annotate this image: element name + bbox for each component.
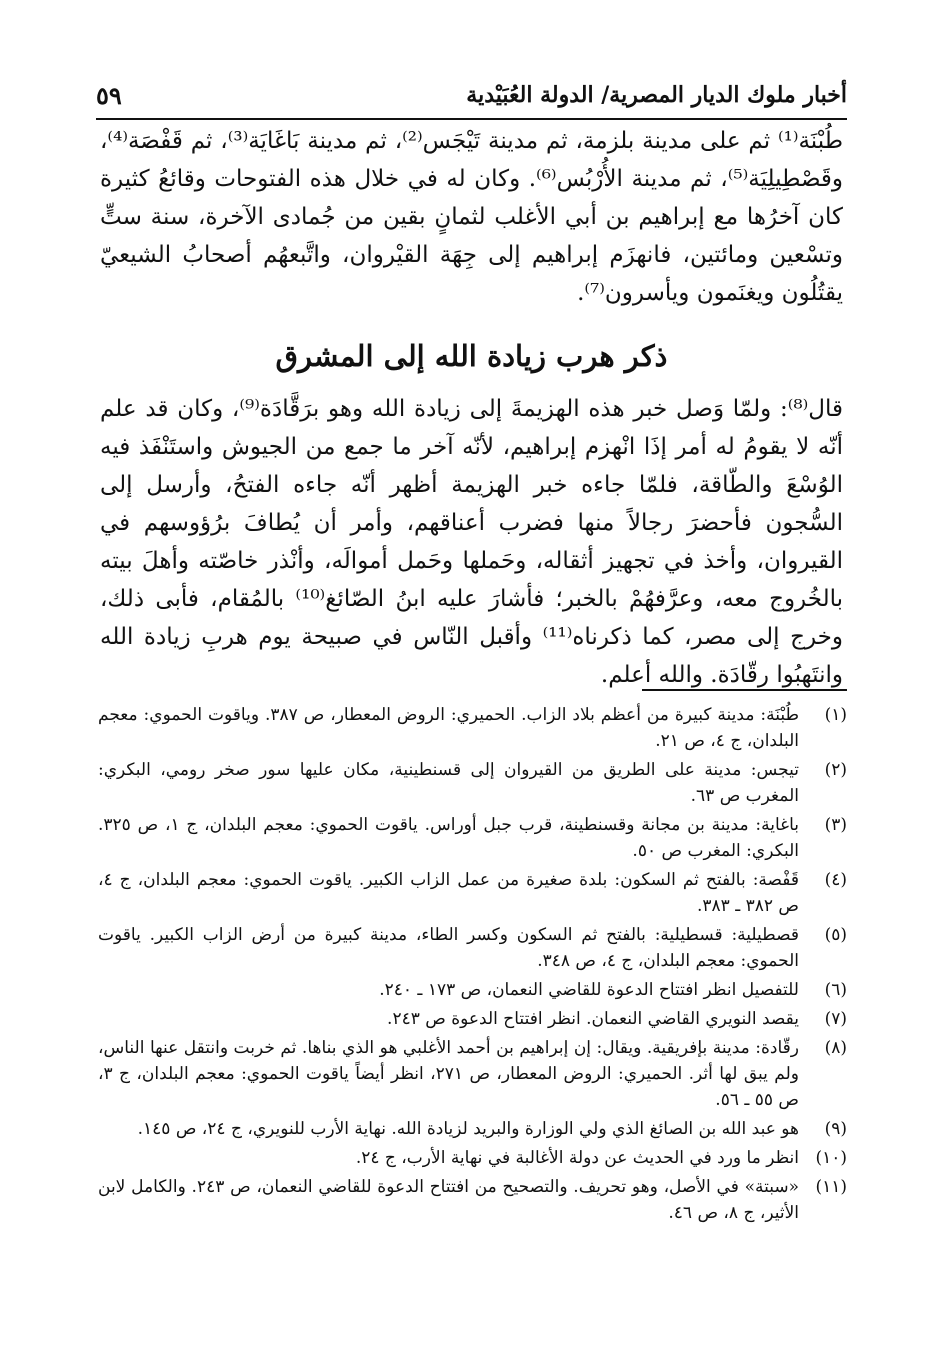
footnote-item [98, 1006, 847, 1032]
footnote-text: طُبْنَة: مدينة كبيرة من أعظم بلاد الزاب. الحميري: الروض المعطار، ص ٣٨٧. وياقوت الحموي: معجم البلدان، ج ٤، ص ٢١. [98, 705, 799, 751]
footnotes [98, 702, 847, 1229]
paragraph-conquests: طُبْنَة⁽¹⁾ ثم على مدينة بلزمة، ثم مدينة تَيْجَس⁽²⁾، ثم مدينة بَاغَايَة⁽³⁾، ثم قَفْصَة⁽⁴⁾، وقَصْطِيلِيَة⁽⁵⁾، ثم مدينة الأُرْبُس⁽⁶⁾. وكان له في خلال هذه الفتوحات وقائعُ كثيرة كان آخرُها مع إبراهيم بن أبي الأغلب لثمانٍ بقين من جُمادى الآخرة، سنة ستٍّ وتسْعين ومائتين، فانهزَم إبراهيم إلى جِهَة القيْروان، واتَّبعهُم أصحابُ الشيعيّ يقتُلُون ويغنَمون ويأسرون⁽⁷⁾. [100, 128, 843, 306]
section-heading: ذكر هرب زيادة الله إلى المشرق [275, 339, 668, 373]
footnote-text: قَفْصة: بالفتح ثم السكون: بلدة صغيرة من عمل الزاب الكبير. ياقوت الحموي: معجم البلدان، ج ٤، ص ٣٨٢ ـ ٣٨٣. [98, 870, 799, 916]
footnote-text: تيجس: مدينة على الطريق من القيروان إلى قسنطينية، مكان عليها سور صخر رومي، البكري: المغرب ص ٦٣. [98, 760, 799, 806]
footnote-number: (١) [824, 705, 847, 725]
footnote-item [98, 1174, 847, 1226]
footnote-text: هو عبد الله بن الصائغ الذي ولي الوزارة والبريد لزيادة الله. نهاية الأرب للنويري، ج ٢٤، ص ١٤٥. [137, 1119, 799, 1139]
main-text [100, 122, 843, 694]
footnote-text: باغاية: مدينة بن مجانة وقسنطينة، قرب جبل أوراس. ياقوت الحموي: معجم البلدان، ج ١، ص ٣٢٥. البكري: المغرب ص ٥٠. [98, 815, 799, 861]
footnote-divider [642, 689, 847, 691]
footnote-number: (٢) [824, 760, 847, 780]
footnote-number: (٦) [824, 980, 847, 1000]
footnote-item [98, 702, 847, 754]
footnote-text: «سبتة» في الأصل، وهو تحريف. والتصحيح من افتتاح الدعوة للقاضي النعمان، ص ٢٤٣. والكامل لابن الأثير، ج ٨، ص ٤٦. [98, 1177, 799, 1223]
footnote-item [98, 757, 847, 809]
footnote-number: (١١) [815, 1177, 847, 1197]
footnote-number: (٧) [824, 1009, 847, 1029]
running-title: أخبار ملوك الديار المصرية/ الدولة العُبَيْدية [466, 82, 847, 108]
footnote-text: انظر ما ورد في الحديث عن دولة الأغالبة في نهاية الأرب، ج ٢٤. [355, 1148, 799, 1168]
footnote-number: (١٠) [815, 1148, 847, 1168]
footnote-number: (٣) [824, 815, 847, 835]
footnote-item [98, 1035, 847, 1113]
footnote-text: قصطيلية: قسطيلية: بالفتح ثم السكون وكسر الطاء، مدينة كبيرة من أرض الزاب الكبير. ياقوت الحموي: معجم البلدان، ج ٤، ص ٣٤٨. [98, 925, 799, 971]
footnote-number: (٤) [824, 870, 847, 890]
footnote-text: للتفصيل انظر افتتاح الدعوة للقاضي النعمان، ص ١٧٣ ـ ٢٤٠. [379, 980, 799, 1000]
footnote-item [98, 867, 847, 919]
footnote-item [98, 1116, 847, 1142]
page-header [96, 72, 847, 120]
footnote-number: (٩) [824, 1119, 847, 1139]
footnote-text: رقّادة: مدينة بإفريقية. ويقال: إن إبراهيم بن أحمد الأغلبي هو الذي بناها. ثم خربت وانتقل عنها الناس، ولم يبق لها أثر. الحميري: الروض المعطار، ص ٢٧١، انظر أيضاً ياقوت الحموي: معجم البلدان، ج ٣، ص ٥٥ ـ ٥٦. [98, 1038, 799, 1110]
footnote-item [98, 812, 847, 864]
footnote-text: يقصد النويري القاضي النعمان. انظر افتتاح الدعوة ص ٢٤٣. [387, 1009, 799, 1029]
footnote-item [98, 922, 847, 974]
footnote-number: (٨) [824, 1038, 847, 1058]
page-number: ٥٩ [96, 80, 122, 110]
footnote-number: (٥) [824, 925, 847, 945]
paragraph-flight: قال⁽⁸⁾: ولمّا وَصل خبر هذه الهزيمةَ إلى زيادة الله وهو برَقَّادَة⁽⁹⁾، وكان قد علم أنّه لا يقومُ له أمر إذَا انْهزم إبراهيم، لأنّه آخر ما جمع من الجيوش واستَنْفَذ فيه الوُسْعَ والطّاقة، فلمّا جاءه خبر الهزيمة أظهر أنّه جاءه الفتحُ، وأرسل إلى السُّجون فأحضرَ رجالاً منها فضرب أعناقهم، وأمر أن يُطافَ برُؤوسهم في القيروان، وأخذ في تجهيز أثقاله، وحَملها وحَمل أموالَه، وأنْذر خاصّته وأهلَ بيته بالخُروج معه، وعرَّفهُمْ بالخبر؛ فأشارَ عليه ابنُ الصّائغ⁽¹⁰⁾ بالمُقام، فأبى ذلك، وخرج إلى مصر، كما ذكرناه⁽¹¹⁾ وأقبل النّاس في صبيحة يوم هربِ زيادة الله وانتَهبُوا رقّادَة. والله أعلم. [100, 396, 844, 688]
footnote-item [98, 1145, 847, 1171]
footnote-item [98, 977, 847, 1003]
